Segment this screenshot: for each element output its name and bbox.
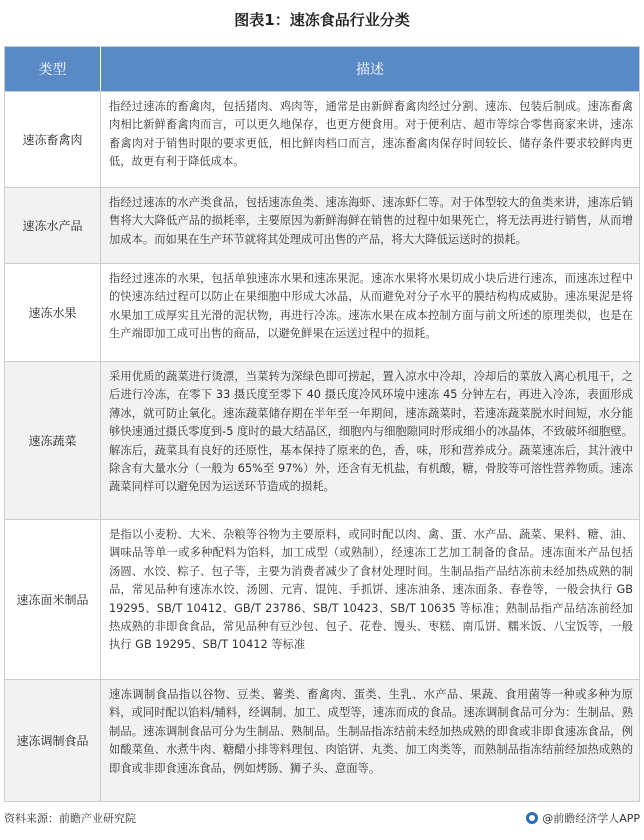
table-row — [5, 187, 639, 263]
row-type: 速冻畜禽肉 — [5, 92, 101, 187]
table-row — [5, 679, 639, 801]
table-row — [5, 519, 639, 679]
brand-logo-icon — [526, 812, 538, 824]
table-header — [5, 47, 639, 91]
classification-table — [4, 46, 640, 802]
brand-credit — [526, 810, 640, 826]
row-description: 速冻调制食品指以谷物、豆类、薯类、畜禽肉、蛋类、生乳、水产品、果蔬、食用菌等一种或多种为原料，或同时配以馅料/辅料，经调制、加工、成型等，速冻而成的食品。速冻调制食品可分为：生制品、熟制品。速冻调制食品可分为生制品、熟制品。生制品指冻结前未经加热成熟的即食或非即食速冻食品，例如酸菜鱼、水煮牛肉、糖醋小排等料理包、肉馅饼、丸类、加工肉类等，而熟制品指冻结前经加热成熟的即食或非即食速冻食品，例如烤肠、狮子头、意面等。 — [101, 680, 639, 801]
row-type: 速冻面米制品 — [5, 520, 101, 679]
table-row — [5, 361, 639, 519]
row-type: 速冻调制食品 — [5, 680, 101, 801]
page-title: 图表1：速冻食品行业分类 — [234, 11, 410, 29]
row-type: 速冻蔬菜 — [5, 362, 101, 519]
header-type: 类型 — [5, 47, 101, 91]
header-description: 描述 — [356, 62, 384, 78]
row-description: 是指以小麦粉、大米、杂粮等谷物为主要原料，或同时配以肉、禽、蛋、水产品、蔬菜、果料、糖、油、调味品等单一或多种配料为馅料，加工成型（或熟制），经速冻工艺加工制备的食品。速冻面米产品包括汤圆、水饺、粽子、包子等，主要为消费者减少了食材处理时间。生制品指产品结冻前未经加热成熟的制品，常见品种有速冻水饺、汤圆、元宵、馄饨、手抓饼、速冻油条、速冻面条、春卷等，一般会执行 GB 19295、SB/T 10412、GB/T 23786、SB/T 10423、SB/T 10635 等标准；熟制品指产品结冻前经加热成熟的非即食食品，常见品种有豆沙包、包子、花卷、馒头、枣糕、南瓜饼、糯米饭、八宝饭等，一般执行 GB 19295、SB/T 10412 等标准 — [109, 528, 633, 652]
row-description: 指经过速冻的水产类食品，包括速冻鱼类、速冻海虾、速冻虾仁等。对于体型较大的鱼类来讲，速冻后销售将大大降低产品的损耗率，主要原因为新鲜海鲜在销售的过程中如果死亡，将无法再进行销售，从而增加成本。而如果在生产环节就将其处理成可出售的产品，将大大降低运送时的损耗。 — [101, 188, 639, 263]
source-note: 资料来源：前瞻产业研究院 — [4, 812, 136, 825]
brand-label: @前瞻经济学人APP — [542, 812, 640, 825]
table-row — [5, 263, 639, 361]
table-row — [5, 91, 639, 187]
row-description: 采用优质的蔬菜进行烫漂，当菜转为深绿色即可捞起，置入凉水中冷却，冷却后的菜放入离心机甩干，之后进行冷冻，在零下 33 摄氏度至零下 40 摄氏度冷风环境中速冻 45 分钟左右，再进入冷冻，表面形成薄冰，就可防止氧化。速冻蔬菜储存期在半年至一年期间，速冻蔬菜时，若速冻蔬菜脱水时间短，水分能够快速通过摄氏零度到-5 度时的最大结晶区，细胞内与细胞隙同时形成细小的冰晶体，不致破坏细胞壁。解冻后，蔬菜具有良好的还原性，基本保持了原来的色，香，味，形和营养成分。蔬菜速冻后，其汁液中除含有大量水分（一般为 65%至 97%）外，还含有无机盐，有机酸，糖，骨胶等可溶性营养物质。速冻蔬菜同样可以避免因为运送环节造成的损耗。 — [101, 362, 639, 519]
row-type: 速冻水产品 — [5, 188, 101, 263]
row-type: 速冻水果 — [5, 264, 101, 361]
footer — [4, 808, 640, 828]
row-description: 指经过速冻的畜禽肉，包括猪肉、鸡肉等，通常是由新鲜畜禽肉经过分割、速冻、包装后制成。速冻畜禽肉相比新鲜畜禽肉而言，可以更久地保存，也更方便食用。对于便利店、超市等综合零售商家来讲，速冻畜禽肉对于销售时限的要求更低，相比鲜肉档口而言，速冻畜禽肉保存时间较长、储存条件要求较鲜肉更低，故更有利于降低成本。 — [109, 100, 633, 169]
row-description: 指经过速冻的水果，包括单独速冻水果和速冻果泥。速冻水果将水果切成小块后进行速冻，而速冻过程中的快速冻结过程可以防止在果细胞中形成大冰晶，从而避免对分子水平的膜结构构成威胁。速冻果泥是将水果加工成厚实且光滑的泥状物，再进行冷冻。速冻水果在成本控制方面与前文所述的原理类似，也是在生产端即加工成可出售的商品，以避免鲜果在运送过程中的损耗。 — [109, 272, 633, 341]
